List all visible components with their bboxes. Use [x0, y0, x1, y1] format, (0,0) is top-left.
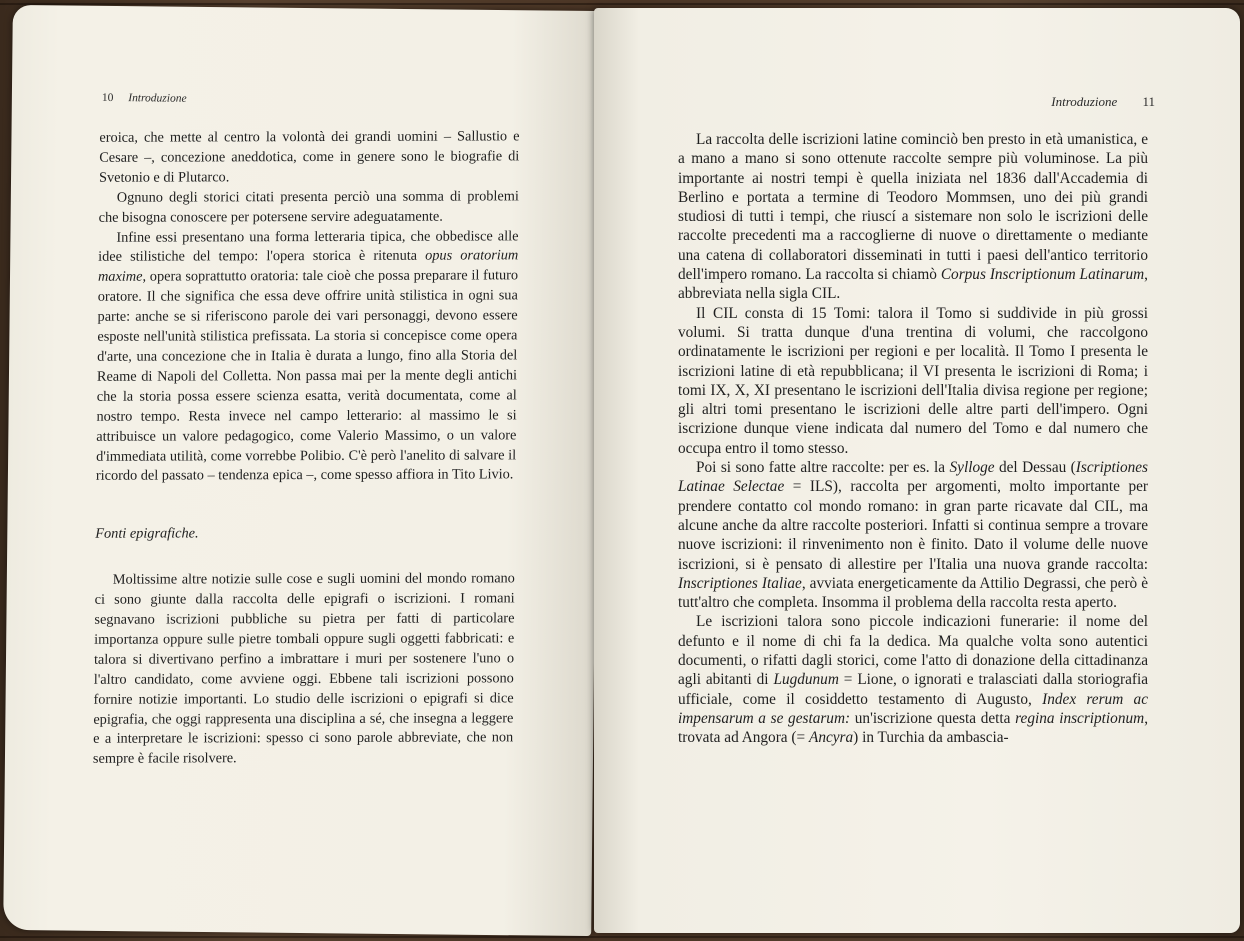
- left-body-text: [93, 127, 520, 770]
- right-paragraph-1: [678, 130, 1148, 304]
- right-p3-text-a: Poi si sono fatte altre raccolte: per es. la: [696, 459, 950, 477]
- right-p4-italic-3: regina inscriptionum: [1015, 709, 1145, 727]
- right-p4-text-c: un'iscrizione questa detta: [850, 709, 1016, 727]
- right-paragraph-4: [678, 612, 1148, 747]
- right-p4-text-a: Le iscrizioni talora sono piccole indicazioni funerarie: il nome del defunto e il nome di chi fa la dedica. Ma qualche volta sono autentici documenti, o rifatti dagli storici, come l'atto di donazione della cittadinanza agli abitanti di: [678, 613, 1148, 689]
- left-running-head: [102, 92, 187, 105]
- right-p4-text-b: = Lione, o ignorati e tralasciati dalla storiografia ufficiale, come il cosiddetto testamento di Augusto,: [678, 671, 1148, 708]
- section-heading: Fonti epigrafiche.: [95, 525, 199, 543]
- right-paragraph-3: [678, 458, 1148, 612]
- right-body-text: [678, 130, 1148, 748]
- right-p4-italic-1: Lugdunum: [773, 671, 839, 689]
- left-page: [3, 5, 601, 936]
- left-p3-text-a: Infine essi presentano una forma letteraria tipica, che obbedisce alle idee stilistiche del tempo: l'opera storica è ritenuta: [98, 227, 519, 266]
- left-paragraph-2: Ognuno degli storici citati presenta perciò una somma di problemi che bisogna conoscere per potersene servire adeguatamente.: [98, 188, 519, 226]
- right-page: [594, 8, 1240, 933]
- right-p1-text-b: , abbreviata nella sigla CIL.: [678, 266, 1148, 303]
- right-running-title: Introduzione: [1051, 94, 1118, 109]
- right-running-head: [1051, 94, 1155, 110]
- right-p3-italic-2: Iscriptiones Latinae Selectae: [678, 459, 1149, 496]
- left-page-number: 10: [101, 91, 114, 105]
- left-running-title: Introduzione: [128, 92, 187, 105]
- left-paragraph-3: [96, 227, 519, 487]
- right-p4-italic-4: Ancyra: [808, 729, 854, 747]
- open-book: [8, 8, 1240, 933]
- right-p3-italic-3: Inscriptiones Italiae: [678, 574, 802, 592]
- right-p3-text-d: , avviata energeticamente da Attilio Degrassi, che però è tutt'altro che completa. Insomma il problema della raccolta resta aperto.: [678, 574, 1148, 612]
- left-paragraph-1: eroica, che mette al centro la volontà dei grandi uomini – Sallustio e Cesare –, concezione aneddotica, come in genere sono le biografie di Svetonio e di Plutarco.: [98, 128, 520, 186]
- right-p1-text-a: La raccolta delle iscrizioni latine cominciò ben presto in età umanistica, e a mano a mano si sono ottenute raccolte sempre più voluminose. La più importante ai nostri tempi è quella iniziata nel 1836 dall'Accademia di Berlino e portata a termine di Teodoro Mommsen, uno dei più grandi studiosi di tutti i tempi, che riuscí a sistemare non solo le iscrizioni delle raccolte precedenti ma a raccoglierne di nuove o direttamente o mediante una catena di collaboratori disseminati in tutti i paesi dell'antico territorio dell'impero romano. La raccolta si chiamò: [678, 131, 1148, 284]
- right-p3-text-b: del Dessau (: [994, 459, 1076, 477]
- left-p3-italic: opus oratorium maxime: [97, 247, 519, 286]
- left-paragraph-4: Moltissime altre notizie sulle cose e sugli uomini del mondo romano ci sono giunte dalla raccolta delle epigrafi o iscrizioni. I romani segnavano iscrizioni pubbliche su pietra per fatti di particolare importanza oppure sulle pietre tombali oppure sugli oggetti fabbricati: e talora si divertivano perfino a imbrattare i muri per sostenere l'uno o l'altro candidato, come avviene oggi. Ebbene tali iscrizioni possono fornire notizie importanti. Lo studio delle iscrizioni o epigrafi si dice epigrafia, che oggi rappresenta una disciplina a sé, che insegna a leggere e a interpretare le iscrizioni: spesso ci sono parole abbreviate, che non sempre è facile risolvere.: [92, 570, 515, 768]
- right-p4-text-e: ) in Turchia da ambascia-: [853, 729, 1009, 747]
- right-page-number: 11: [1142, 94, 1155, 109]
- right-p1-italic: Corpus Inscriptionum Latinarum: [940, 266, 1145, 284]
- right-paragraph-2: Il CIL consta di 15 Tomi: talora il Tomo si suddivide in più grossi volumi. Si tratta dunque d'una trentina di volumi, che raccolgono ordinatamente le iscrizioni per regioni e per località. Il Tomo I presenta le iscrizioni latine di età repubblicana; il VI presenta le iscrizioni di Roma; i tomi IX, X, XI presentano le iscrizioni dell'Italia divisa regione per regione; gli altri tomi presentano le iscrizioni delle altre parti dell'impero. Ogni iscrizione dunque viene indicata dal numero del Tomo e dal numero che occupa entro il tomo stesso.: [678, 304, 1148, 457]
- left-p3-text-b: , opera soprattutto oratoria: tale cioè che possa preparare il futuro oratore. Il che significa che essa deve offrire unità stilistica in ogni sua parte: anche se si riferiscono parole dei vari personaggi, devono essere esposte nell'unità stilistica prefissata. La storia si concepisce come opera d'arte, una concezione che in Italia è durata a lungo, fino alla Storia del Reame di Napoli del Colletta. Non passa mai per la mente degli antichi che la storia possa essere scienza esatta, verità documentata, come al nostro tempo. Resta invece nel campo letterario: al massimo le si attribuisce un valore pedagogico, come Valerio Massimo, o un valore d'immediata utilità, come vorrebbe Polibio. C'è però l'anelito di salvare il ricordo del passato – tendenza epica –, come spesso affiora in Tito Livio.: [95, 267, 519, 485]
- right-p3-text-c: = ILS), raccolta per argomenti, molto importante per prendere contatto col mondo romano: in gran parte ricavate dal CIL, ma alcune anche da altre raccolte posteriori. Infatti si continua sempre a trovare nuove iscrizioni: il rinvenimento non è finito. Dato il volume delle nuove iscrizioni, si è pensato di allestire per l'Italia una nuova grande raccolta:: [678, 478, 1148, 573]
- right-p4-italic-2: Index rerum ac impensarum a se gestarum:: [678, 690, 1148, 727]
- right-p3-italic-1: Sylloge: [949, 459, 995, 477]
- right-p4-text-d: , trovata ad Angora (=: [678, 709, 1149, 747]
